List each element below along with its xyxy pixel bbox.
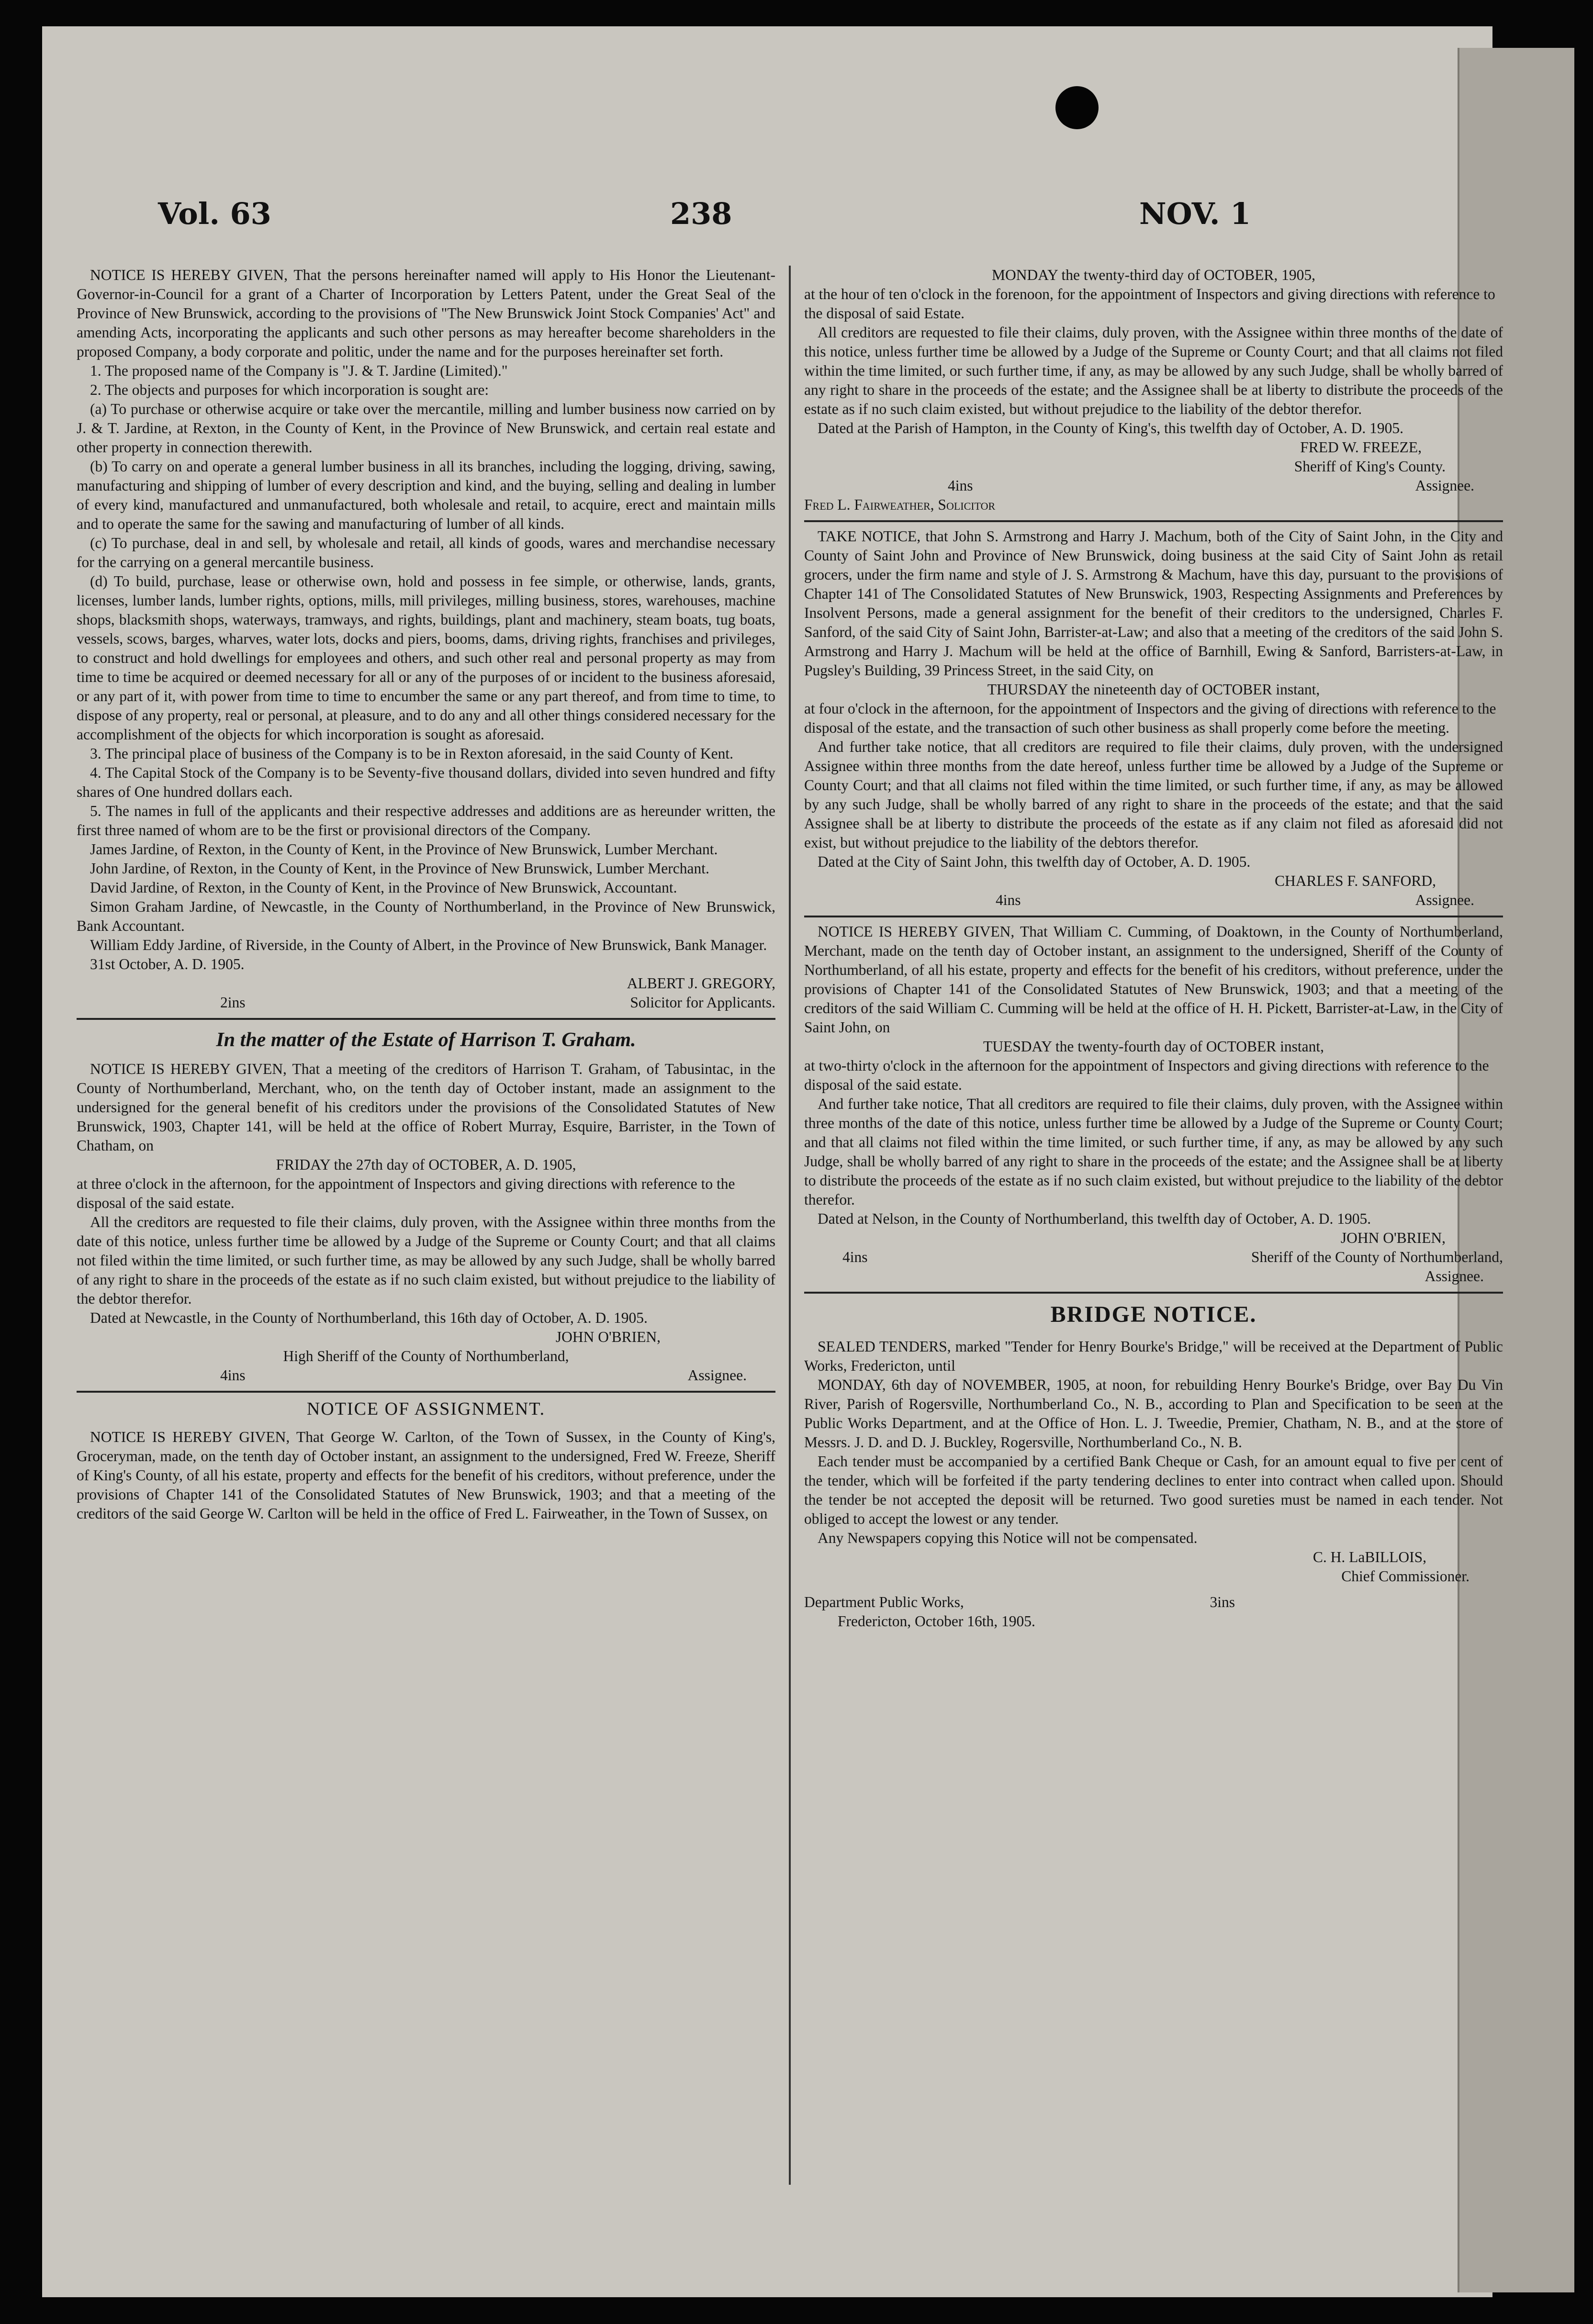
notice-paragraph: All the creditors are requested to file their claims, duly proven, with the Assignee within three months from the date of this notice, unless further time be allowed by a Judge of the Supreme or County Court; and that all claims not filed within the time limited, or such further time, as may be allowed by any such Judge, shall be wholly barred of any right to share in the proceeds of the estate as if no such claim existed, but without prejudice to the liability of the debtor therefor. [77, 1214, 775, 1307]
left-column [77, 266, 775, 1523]
notice-paragraph: Simon Graham Jardine, of Newcastle, in the County of Northumberland, in the Province of New Brunswick, Bank Accountant. [77, 898, 775, 934]
issue-date: NOV. 1 [1139, 196, 1251, 231]
notice-paragraph: And further take notice, that all creditors are required to file their claims, duly proven, with the undersigned Assignee within three months from the date hereof, unless further time be allowed by a Judge of the Supreme or County Court; and that all claims not filed within the time limited, or such further time, if any, as may be allowed by any such Judge, shall be wholly barred of any right to share in the proceeds of the estate; and that the said Assignee shall be at liberty to distribute the proceeds of the estate as if any claim not filed as aforesaid did not exist, but without prejudice to the liability of the debtors therefor. [804, 738, 1503, 851]
notice-paragraph: 3. The principal place of business of the Company is to be in Rexton aforesaid, in the said County of Kent. [90, 745, 734, 762]
assignee-label: Assignee. [1415, 477, 1474, 494]
signer-name: CHARLES F. SANFORD, [1274, 872, 1436, 889]
meeting-date: THURSDAY the nineteenth day of OCTOBER instant, [987, 681, 1320, 698]
notice-paragraph: MONDAY, 6th day of NOVEMBER, 1905, at noon, for rebuilding Henry Bourke's Bridge, over Bay Du Vin River, Parish of Rogersville, Northumberland Co., N. B., according to Plan and Specification to be seen at the Public Works Department, and at the Office of Hon. L. J. Tweedie, Premier, Chatham, N. B., and at the store of Messrs. J. D. and D. J. Buckley, Rogersville, Northumberland Co., N. B. [804, 1376, 1503, 1451]
notice-paragraph: NOTICE IS HEREBY GIVEN, That the persons hereinafter named will apply to His Honor the Lieutenant-Governor-in-Council for a grant of a Charter of Incorporation by Letters Patent, under the Great Seal of the Province of New Brunswick, according to the provisions of "The New Brunswick Joint Stock Companies' Act" and amending Acts, incorporating the applicants and such other persons as may hereafter become shareholders in the proposed Company, a body corporate and politic, under the name and for the purposes hereinafter set forth. [77, 267, 775, 360]
notice-paragraph: 31st October, A. D. 1905. [90, 956, 245, 972]
notice-paragraph: at two-thirty o'clock in the afternoon for the appointment of Inspectors and giving directions with reference to the disposal of the said estate. [804, 1057, 1489, 1093]
insertion-count: 3ins [1210, 1593, 1235, 1610]
assignee-label: Assignee. [687, 1367, 747, 1384]
notice-paragraph: TAKE NOTICE, that John S. Armstrong and Harry J. Machum, both of the City of Saint John, in the City and County of Saint John and Province of New Brunswick, doing business at the said City of Saint John as retail grocers, under the firm name and style of J. S. Armstrong & Machum, have this day, pursuant to the provisions of Chapter 141 of The Consolidated Statutes of New Brunswick, 1903, Respecting Assignments and Preferences by Insolvent Persons, made a general assignment for the benefit of their creditors to the undersigned, Charles F. Sanford, of the said City of Saint John, Barrister-at-Law; and also that a meeting of the creditors of the said John S. Armstrong and Harry J. Machum will be held at the office of Barnhill, Ewing & Sanford, Barristers-at-Law, in Pugsley's Building, 39 Princess Street, in the said City, on [804, 528, 1503, 679]
signer-name: JOHN O'BRIEN, [1340, 1229, 1446, 1246]
assignment-notice-continued [804, 266, 1503, 514]
solicitor-name: Fred L. Fairweather, Solicitor [804, 496, 996, 513]
notice-paragraph: 5. The names in full of the applicants and their respective addresses and additions are as hereunder written, the first three named of whom are to be the first or provisional directors of the Company. [77, 803, 775, 838]
department-name: Department Public Works, [804, 1593, 964, 1610]
separator-rule [804, 916, 1503, 917]
signer-role: Chief Commissioner. [1341, 1567, 1470, 1585]
notice-paragraph: And further take notice, That all creditors are required to file their claims, duly proven, with the Assignee within three months of the date of this notice, unless further time be allowed by a Judge of the Supreme or County Court; and that all claims not filed within the time limited, or such further time, if any, as may be allowed by any such Judge, shall be wholly barred of any right to share in the proceeds of the estate; and the Assignee shall be at liberty to distribute the proceeds of the estate as if no such claim existed, but without prejudice to the liability of the debtor therefor. [804, 1095, 1503, 1208]
notice-paragraph: at the hour of ten o'clock in the forenoon, for the appointment of Inspectors and giving directions with reference to the disposal of said Estate. [804, 286, 1495, 322]
signer-name: JOHN O'BRIEN, [555, 1329, 661, 1346]
notice-paragraph: Dated at the City of Saint John, this twelfth day of October, A. D. 1905. [818, 853, 1251, 870]
signer-role: Sheriff of the County of Northumberland, [1251, 1249, 1503, 1265]
notice-paragraph: at three o'clock in the afternoon, for the appointment of Inspectors and giving directions with reference to the disposal of the said estate. [77, 1175, 735, 1212]
dateline: Fredericton, October 16th, 1905. [838, 1612, 1035, 1630]
separator-rule [804, 520, 1503, 522]
notice-paragraph: (b) To carry on and operate a general lumber business in all its branches, including the logging, driving, sawing, manufacturing and shipping of lumber of every description and kind, and the buying, selling and dealing in lumber of every kind, manufactured and unmanufactured, both wholesale and retail, to acquire, erect and maintain mills and to operate the same for the sawing and manufacturing of lumber of all kinds. [77, 458, 775, 532]
incorporation-notice [77, 266, 775, 1012]
meeting-date: FRIDAY the 27th day of OCTOBER, A. D. 1905, [276, 1156, 576, 1173]
meeting-date: MONDAY the twenty-third day of OCTOBER, 1905, [991, 267, 1316, 283]
signer-name: C. H. LaBILLOIS, [1313, 1548, 1426, 1565]
notice-paragraph: at four o'clock in the afternoon, for the appointment of Inspectors and the giving of directions with reference to the disposal of the estate, and the transaction of such other business as shall properly come before the meeting. [804, 700, 1496, 736]
punch-hole [1055, 86, 1099, 129]
assignment-notice [77, 1397, 775, 1523]
notice-paragraph: Any Newspapers copying this Notice will not be compensated. [818, 1529, 1198, 1546]
notice-paragraph: NOTICE IS HEREBY GIVEN, That a meeting of the creditors of Harrison T. Graham, of Tabusintac, in the County of Northumberland, Merchant, who, on the tenth day of October instant, made an assignment to the undersigned for the general benefit of his creditors under the provisions of the Consolidated Statutes of New Brunswick, 1903, Chapter 141, will be held at the office of Robert Murray, Esquire, Barrister, in the Town of Chatham, on [77, 1061, 775, 1154]
notice-paragraph: All creditors are requested to file their claims, duly proven, with the Assignee within three months of the date of this notice, unless further time be allowed by a Judge of the Supreme or County Court; and that all claims not filed within the time limited, or such further time, if any, as may be allowed by any such Judge, shall be wholly barred of any right to share in the proceeds of the estate; and the Assignee shall be at liberty to distribute the proceeds of the estate as if no such claim existed, but without prejudice to the liability of the debtor therefor. [804, 324, 1503, 417]
column-divider [789, 266, 791, 2185]
meeting-date: TUESDAY the twenty-fourth day of OCTOBER instant, [983, 1038, 1324, 1055]
insertion-count: 4ins [948, 477, 973, 494]
notice-title: In the matter of the Estate of Harrison T. Graham. [216, 1029, 636, 1051]
armstrong-machum-notice [804, 527, 1503, 910]
notice-paragraph: David Jardine, of Rexton, in the County of Kent, in the Province of New Brunswick, Accountant. [90, 879, 677, 896]
notice-paragraph: 1. The proposed name of the Company is "J. & T. Jardine (Limited)." [90, 362, 508, 379]
volume-label: Vol. 63 [158, 196, 271, 231]
notice-paragraph: NOTICE IS HEREBY GIVEN, That William C. Cumming, of Doaktown, in the County of Northumberland, Merchant, made on the tenth day of October instant, an assignment to the undersigned, Sheriff of the County of Northumberland, of all his estate, property and effects for the benefit of his creditors, without preference, under the provisions of Chapter 141 of the Consolidated Statutes of New Brunswick, 1903; and that a meeting of the creditors of the said William C. Cumming will be held at the office of H. H. Pickett, Barrister-at-Law, in the City of Saint John, on [804, 923, 1503, 1036]
notice-paragraph: Dated at Newcastle, in the County of Northumberland, this 16th day of October, A. D. 1905. [90, 1309, 648, 1327]
cumming-notice [804, 922, 1503, 1286]
notice-paragraph: William Eddy Jardine, of Riverside, in the County of Albert, in the Province of New Brunswick, Bank Manager. [90, 937, 767, 953]
notice-paragraph: Dated at the Parish of Hampton, in the County of King's, this twelfth day of October, A. D. 1905. [818, 420, 1403, 436]
signer-role: High Sheriff of the County of Northumberland, [283, 1348, 569, 1365]
insertion-count: 2ins [220, 994, 246, 1011]
separator-rule [804, 1292, 1503, 1294]
separator-rule [77, 1391, 775, 1393]
notice-paragraph: (c) To purchase, deal in and sell, by wholesale and retail, all kinds of goods, wares and merchandise necessary for the carrying on a general mercantile business. [77, 535, 775, 570]
notice-paragraph: Dated at Nelson, in the County of Northumberland, this twelfth day of October, A. D. 1905. [818, 1210, 1371, 1227]
notice-paragraph: (d) To build, purchase, lease or otherwise own, hold and possess in fee simple, or otherwise, lands, grants, licenses, lumber lands, lumber rights, options, mills, mill privileges, milling business, stores, warehouses, machine shops, blacksmith shops, waterways, tramways, and rights, buildings, plant and machinery, steam boats, tug boats, vessels, scows, barges, wharves, water lots, docks and piers, booms, dams, driving rights, franchises and privileges, to construct and hold dwellings for employees and others, and such other real and personal property as may from time to time be acquired or deemed necessary for all or any of the purposes of or incident to the business aforesaid, or any part of it, with power from time to time to encumber the same or any part thereof, and from time to time, to dispose of any property, real or personal, at pleasure, and to do any and all other things considered necessary for the accomplishment of the objects for which incorporation is sought as aforesaid. [77, 573, 775, 743]
notice-paragraph: James Jardine, of Rexton, in the County of Kent, in the Province of New Brunswick, Lumber Merchant. [90, 841, 718, 858]
notice-paragraph: (a) To purchase or otherwise acquire or take over the mercantile, milling and lumber business now carried on by J. & T. Jardine, at Rexton, in the County of Kent, in the Province of New Brunswick, and certain real estate and other property in connection therewith. [77, 401, 775, 456]
notice-paragraph: SEALED TENDERS, marked "Tender for Henry Bourke's Bridge," will be received at the Department of Public Works, Fredericton, until [804, 1338, 1503, 1374]
notice-paragraph: 4. The Capital Stock of the Company is to be Seventy-five thousand dollars, divided into seven hundred and fifty shares of One hundred dollars each. [77, 764, 775, 800]
page-number: 238 [670, 196, 732, 231]
insertion-count: 4ins [996, 892, 1021, 908]
signer-name: FRED W. FREEZE, [1300, 439, 1422, 456]
signer-role: Solicitor for Applicants. [630, 994, 775, 1011]
notice-title: NOTICE OF ASSIGNMENT. [306, 1399, 546, 1419]
bridge-notice [804, 1300, 1503, 1631]
insertion-count: 4ins [842, 1249, 868, 1265]
insertion-count: 4ins [220, 1367, 246, 1384]
assignee-label: Assignee. [1415, 892, 1474, 908]
notice-paragraph: 2. The objects and purposes for which incorporation is sought are: [90, 381, 489, 398]
graham-estate-notice [77, 1028, 775, 1385]
separator-rule [77, 1018, 775, 1020]
notice-paragraph: Each tender must be accompanied by a certified Bank Cheque or Cash, for an amount equal to five per cent of the tender, which will be forfeited if the party tendering declines to enter into contract when called upon. Should the tender be not accepted the deposit will be returned. Two good sureties must be named in each tender. Not obliged to accept the lowest or any tender. [804, 1452, 1503, 1527]
notice-paragraph: NOTICE IS HEREBY GIVEN, That George W. Carlton, of the Town of Sussex, in the County of King's, Groceryman, made, on the tenth day of October instant, an assignment to the undersigned, Fred W. Freeze, Sheriff of King's County, of all his estate, property and effects for the benefit of his creditors, without preference, under the provisions of Chapter 141 of the Consolidated Statutes of New Brunswick, 1903; and that a meeting of the creditors of the said George W. Carlton will be held in the office of Fred L. Fairweather, in the Town of Sussex, on [77, 1428, 775, 1522]
signer-name: ALBERT J. GREGORY, [627, 975, 775, 992]
notice-paragraph: John Jardine, of Rexton, in the County of Kent, in the Province of New Brunswick, Lumber Merchant. [90, 860, 709, 877]
right-column [804, 266, 1503, 1631]
notice-title: BRIDGE NOTICE. [1050, 1302, 1257, 1327]
assignee-label: Assignee. [1425, 1268, 1484, 1285]
signer-role: Sheriff of King's County. [1294, 458, 1446, 475]
